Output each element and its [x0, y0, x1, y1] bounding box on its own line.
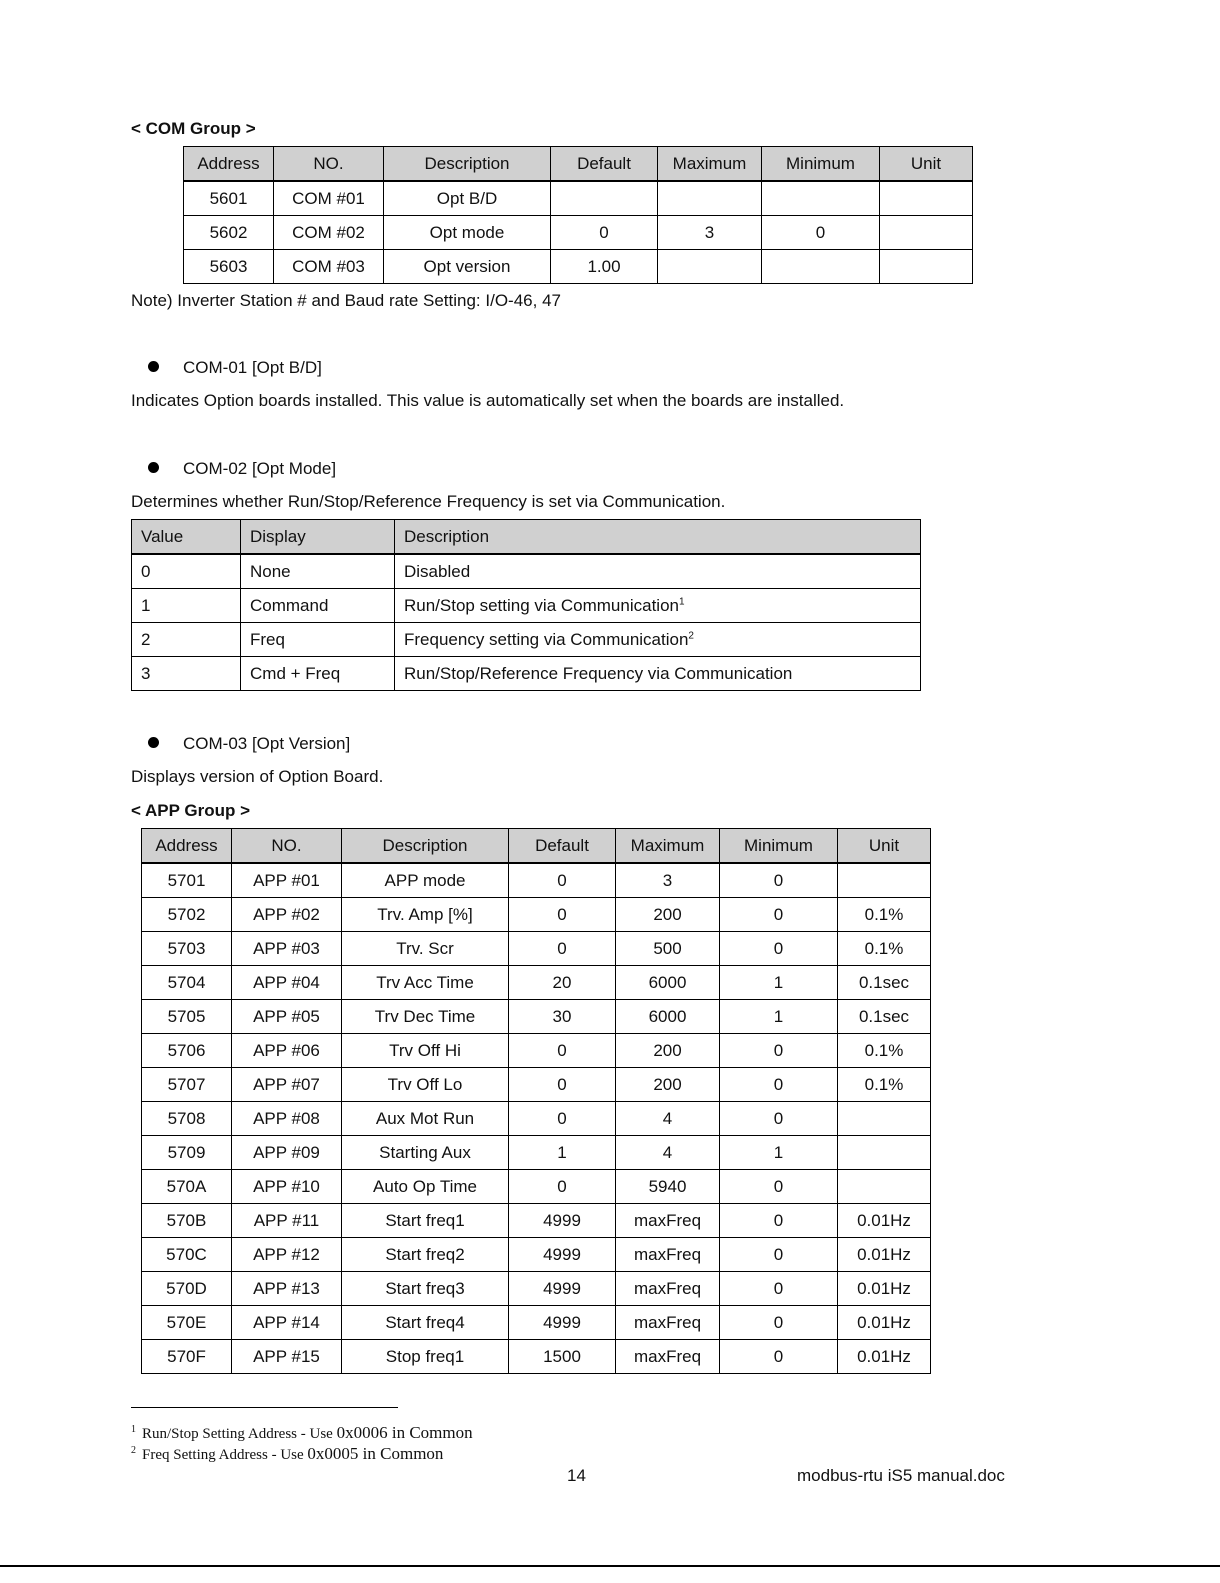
table-cell: 2 — [132, 623, 241, 657]
table-cell: 5601 — [184, 181, 274, 216]
table-row — [142, 1306, 931, 1340]
table-row — [132, 657, 921, 691]
table-cell — [658, 250, 762, 284]
table-cell: Opt version — [384, 250, 551, 284]
table-cell: 5602 — [184, 216, 274, 250]
table-cell: 3 — [132, 657, 241, 691]
column-header: Minimum — [720, 829, 838, 864]
table-cell: Trv. Scr — [342, 932, 509, 966]
table-cell: APP #13 — [232, 1272, 342, 1306]
table-cell — [762, 181, 880, 216]
table-cell: 570E — [142, 1306, 232, 1340]
table-cell: APP #08 — [232, 1102, 342, 1136]
table-cell: 4999 — [509, 1306, 616, 1340]
table-cell: 0.01Hz — [838, 1238, 931, 1272]
table-cell: 0 — [509, 1102, 616, 1136]
table-cell: Frequency setting via Communication$^2$ — [395, 623, 921, 657]
table-row — [142, 966, 931, 1000]
table-cell: 200 — [616, 898, 720, 932]
table-cell: 0 — [720, 1204, 838, 1238]
column-header: NO. — [274, 147, 384, 182]
table-cell — [658, 181, 762, 216]
opt-mode-table — [131, 519, 921, 691]
table-cell: 5709 — [142, 1136, 232, 1170]
table-cell: 570F — [142, 1340, 232, 1374]
table-cell: 4999 — [509, 1238, 616, 1272]
table-cell: 0 — [720, 1306, 838, 1340]
table-cell: maxFreq — [616, 1238, 720, 1272]
table-cell: 1 — [132, 589, 241, 623]
table-cell: 5940 — [616, 1170, 720, 1204]
app-group-title: < APP Group > — [131, 801, 251, 820]
table-row — [142, 1136, 931, 1170]
table-cell: 0 — [720, 1102, 838, 1136]
app-group-table — [141, 828, 931, 1374]
table-cell: Opt B/D — [384, 181, 551, 216]
table-cell: 0 — [720, 932, 838, 966]
com02-bullet — [148, 459, 336, 479]
table-cell: 0 — [509, 863, 616, 898]
table-cell: 570A — [142, 1170, 232, 1204]
footnote-reference: 2 — [688, 629, 694, 641]
table-cell: APP #11 — [232, 1204, 342, 1238]
table-row — [142, 1272, 931, 1306]
table-cell: 5707 — [142, 1068, 232, 1102]
table-cell: 200 — [616, 1068, 720, 1102]
bullet-icon — [148, 737, 159, 748]
table-row — [132, 589, 921, 623]
table-cell: 0.1% — [838, 898, 931, 932]
table-cell: 0.01Hz — [838, 1340, 931, 1374]
column-header: Value — [132, 520, 241, 555]
table-row — [132, 623, 921, 657]
table-cell: 6000 — [616, 966, 720, 1000]
file-name: modbus-rtu iS5 manual.doc — [797, 1466, 1005, 1485]
com-group-table — [183, 146, 973, 284]
column-header: Display — [241, 520, 395, 555]
com03-bullet-label: COM-03 [Opt Version] — [183, 734, 351, 753]
table-cell: Starting Aux — [342, 1136, 509, 1170]
table-cell: 0 — [509, 1068, 616, 1102]
footnote-divider — [131, 1407, 398, 1408]
table-header-row — [184, 147, 973, 182]
table-cell — [880, 181, 973, 216]
table-cell: 1 — [720, 1136, 838, 1170]
table-cell: 0.1% — [838, 932, 931, 966]
table-cell: 5706 — [142, 1034, 232, 1068]
footnote-code: 0x0005 in Common — [307, 1444, 444, 1463]
bullet-icon — [148, 462, 159, 473]
table-cell — [880, 250, 973, 284]
table-cell: 570D — [142, 1272, 232, 1306]
com02-description: Determines whether Run/Stop/Reference Frequency is set via Communication. — [131, 492, 726, 511]
table-row — [142, 898, 931, 932]
table-cell: 0 — [720, 863, 838, 898]
table-cell: 4 — [616, 1136, 720, 1170]
table-cell: Stop freq1 — [342, 1340, 509, 1374]
table-cell: 0 — [720, 1238, 838, 1272]
table-row — [184, 216, 973, 250]
table-cell: COM #03 — [274, 250, 384, 284]
column-header: Description — [342, 829, 509, 864]
table-row — [142, 1170, 931, 1204]
footnote-text: Freq Setting Address - Use — [142, 1447, 308, 1463]
table-cell: 0 — [509, 1034, 616, 1068]
column-header: Unit — [880, 147, 973, 182]
column-header: Maximum — [658, 147, 762, 182]
table-cell: 30 — [509, 1000, 616, 1034]
column-header: Default — [551, 147, 658, 182]
table-cell: 0 — [720, 1340, 838, 1374]
table-cell: APP #01 — [232, 863, 342, 898]
table-cell: APP #06 — [232, 1034, 342, 1068]
footnote-1 — [131, 1423, 473, 1443]
table-cell: 1500 — [509, 1340, 616, 1374]
table-cell — [838, 863, 931, 898]
table-cell: APP #12 — [232, 1238, 342, 1272]
column-header: NO. — [232, 829, 342, 864]
table-cell: 0.1% — [838, 1068, 931, 1102]
table-row — [142, 1340, 931, 1374]
column-header: Default — [509, 829, 616, 864]
table-row — [142, 1000, 931, 1034]
table-cell: APP mode — [342, 863, 509, 898]
table-cell: Trv Off Hi — [342, 1034, 509, 1068]
table-cell: Disabled — [395, 554, 921, 589]
table-cell: Run/Stop/Reference Frequency via Communication — [395, 657, 921, 691]
table-cell: 1.00 — [551, 250, 658, 284]
table-cell: 4999 — [509, 1204, 616, 1238]
table-row — [184, 181, 973, 216]
table-row — [132, 554, 921, 589]
table-cell — [838, 1102, 931, 1136]
footnote-reference: 1 — [678, 595, 685, 607]
table-cell: APP #03 — [232, 932, 342, 966]
column-header: Minimum — [762, 147, 880, 182]
table-cell: APP #07 — [232, 1068, 342, 1102]
table-cell: 570C — [142, 1238, 232, 1272]
table-cell: 3 — [616, 863, 720, 898]
table-cell: 0.01Hz — [838, 1306, 931, 1340]
table-cell: 5704 — [142, 966, 232, 1000]
com01-description: Indicates Option boards installed. This value is automatically set when the boards are installed. — [131, 391, 845, 410]
table-cell: APP #14 — [232, 1306, 342, 1340]
table-cell: 0 — [720, 1068, 838, 1102]
table-cell: Start freq2 — [342, 1238, 509, 1272]
table-cell: COM #01 — [274, 181, 384, 216]
table-cell: Trv. Amp [%] — [342, 898, 509, 932]
table-cell: Cmd + Freq — [241, 657, 395, 691]
table-cell: 0 — [509, 1170, 616, 1204]
table-cell: 5703 — [142, 932, 232, 966]
table-cell: APP #05 — [232, 1000, 342, 1034]
table-cell: Aux Mot Run — [342, 1102, 509, 1136]
table-cell: maxFreq — [616, 1204, 720, 1238]
table-cell: APP #09 — [232, 1136, 342, 1170]
bullet-icon — [148, 361, 159, 372]
table-cell: Trv Acc Time — [342, 966, 509, 1000]
footnote-mark: 1 — [131, 1424, 136, 1435]
table-cell: 4 — [616, 1102, 720, 1136]
table-cell: 0.1% — [838, 1034, 931, 1068]
table-cell — [762, 250, 880, 284]
table-cell: Start freq1 — [342, 1204, 509, 1238]
table-cell: maxFreq — [616, 1340, 720, 1374]
column-header: Description — [384, 147, 551, 182]
table-cell: 500 — [616, 932, 720, 966]
table-cell: 0 — [551, 216, 658, 250]
table-row — [184, 250, 973, 284]
table-row — [142, 932, 931, 966]
table-cell: 3 — [658, 216, 762, 250]
table-cell — [880, 216, 973, 250]
table-cell: APP #02 — [232, 898, 342, 932]
com02-bullet-label: COM-02 [Opt Mode] — [183, 459, 337, 478]
table-cell: 0 — [509, 932, 616, 966]
table-cell: 5702 — [142, 898, 232, 932]
column-header: Unit — [838, 829, 931, 864]
table-cell — [838, 1170, 931, 1204]
table-cell: Command — [241, 589, 395, 623]
table-cell: 0 — [720, 1170, 838, 1204]
table-cell: 200 — [616, 1034, 720, 1068]
table-cell: maxFreq — [616, 1306, 720, 1340]
table-row — [142, 1204, 931, 1238]
column-header: Maximum — [616, 829, 720, 864]
table-row — [142, 863, 931, 898]
table-cell: 4999 — [509, 1272, 616, 1306]
table-cell: Run/Stop setting via Communication$^1$ — [395, 589, 921, 623]
table-row — [142, 1238, 931, 1272]
footnote-text: Run/Stop Setting Address - Use — [142, 1426, 337, 1442]
footer-divider — [0, 1565, 1220, 1567]
footnote-code: 0x0006 in Common — [336, 1423, 473, 1442]
table-cell: Freq — [241, 623, 395, 657]
table-cell: 5705 — [142, 1000, 232, 1034]
table-cell: 20 — [509, 966, 616, 1000]
table-cell: APP #15 — [232, 1340, 342, 1374]
table-cell: COM #02 — [274, 216, 384, 250]
table-cell: 1 — [720, 1000, 838, 1034]
table-row — [142, 1068, 931, 1102]
table-row — [142, 1102, 931, 1136]
column-header: Description — [395, 520, 921, 555]
table-cell: 0 — [509, 898, 616, 932]
table-cell: 0.01Hz — [838, 1272, 931, 1306]
table-cell: 0.1sec — [838, 966, 931, 1000]
table-cell: 5701 — [142, 863, 232, 898]
table-cell: Trv Off Lo — [342, 1068, 509, 1102]
table-cell: None — [241, 554, 395, 589]
com01-bullet-label: COM-01 [Opt B/D] — [183, 358, 322, 377]
column-header: Address — [184, 147, 274, 182]
table-cell: 0 — [762, 216, 880, 250]
table-cell: Start freq4 — [342, 1306, 509, 1340]
table-cell: 0 — [720, 1034, 838, 1068]
footnote-2 — [131, 1444, 443, 1464]
com03-bullet — [148, 734, 350, 754]
com-group-note: Note) Inverter Station # and Baud rate Setting: I/O-46, 47 — [131, 291, 561, 310]
com01-bullet — [148, 358, 322, 378]
table-cell: 570B — [142, 1204, 232, 1238]
table-cell: 5603 — [184, 250, 274, 284]
table-cell: Trv Dec Time — [342, 1000, 509, 1034]
table-cell: 5708 — [142, 1102, 232, 1136]
table-header-row — [142, 829, 931, 864]
table-cell: Auto Op Time — [342, 1170, 509, 1204]
table-cell: 1 — [509, 1136, 616, 1170]
table-cell: maxFreq — [616, 1272, 720, 1306]
table-cell: 0 — [720, 1272, 838, 1306]
com-group-title: < COM Group > — [131, 119, 256, 138]
table-cell: APP #04 — [232, 966, 342, 1000]
table-cell: 0 — [720, 898, 838, 932]
table-cell: 6000 — [616, 1000, 720, 1034]
table-cell: 0.01Hz — [838, 1204, 931, 1238]
table-header-row — [132, 520, 921, 555]
com03-description: Displays version of Option Board. — [131, 767, 384, 786]
footnote-mark: 2 — [131, 1445, 136, 1456]
table-cell: Opt mode — [384, 216, 551, 250]
table-cell — [838, 1136, 931, 1170]
table-cell: APP #10 — [232, 1170, 342, 1204]
table-cell: Start freq3 — [342, 1272, 509, 1306]
column-header: Address — [142, 829, 232, 864]
table-cell — [551, 181, 658, 216]
table-row — [142, 1034, 931, 1068]
page-number: 14 — [567, 1466, 586, 1485]
table-cell: 0.1sec — [838, 1000, 931, 1034]
table-cell: 1 — [720, 966, 838, 1000]
table-cell: 0 — [132, 554, 241, 589]
